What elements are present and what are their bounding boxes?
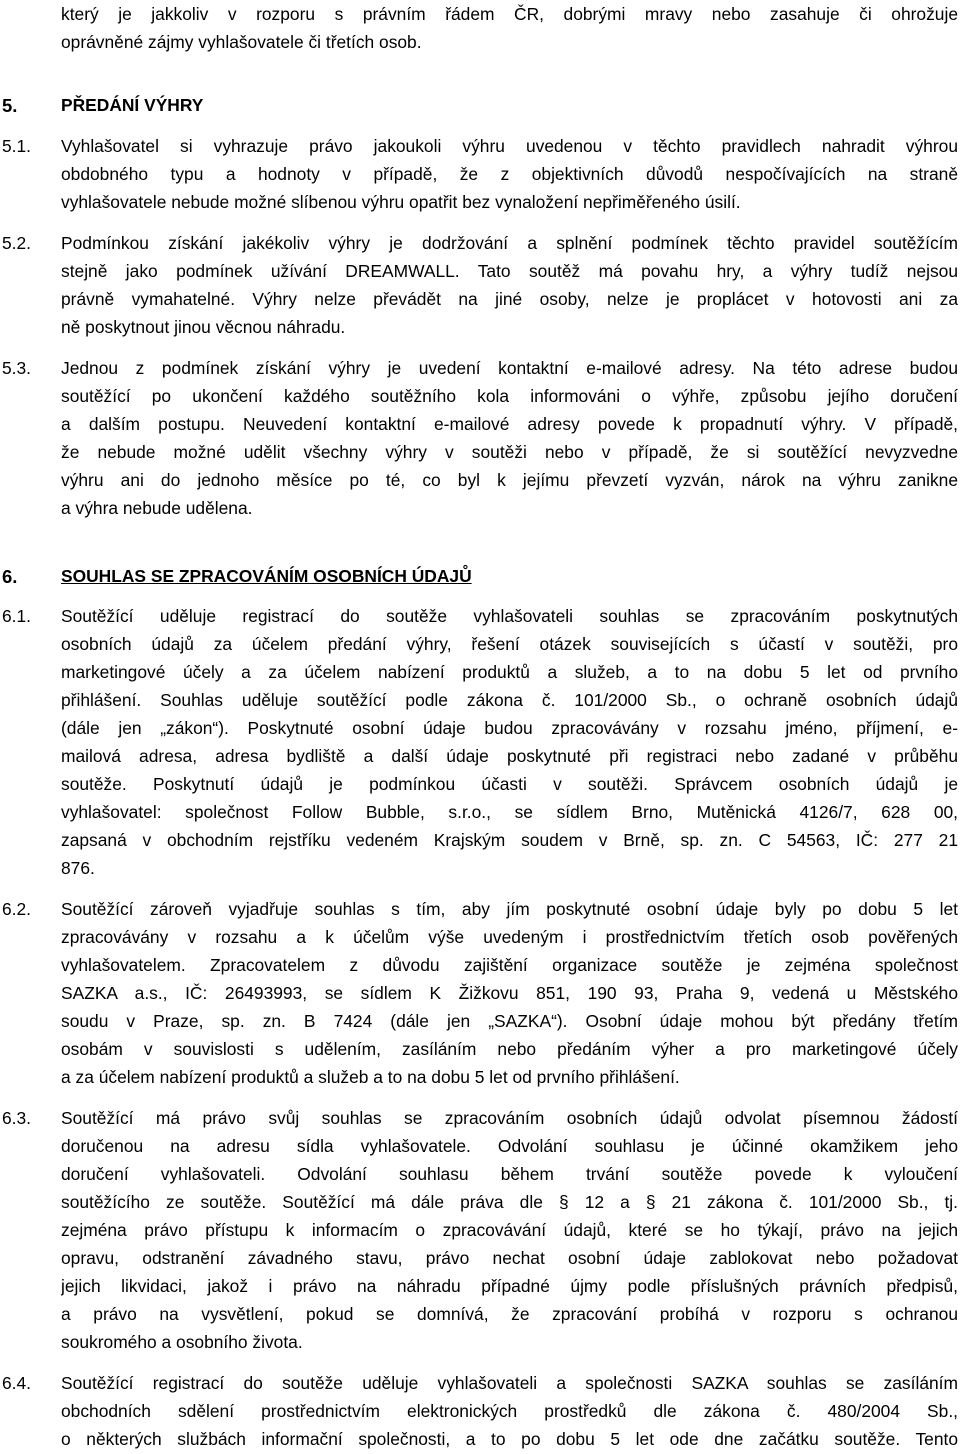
text-line: ně poskytnout jinou věcnou náhradu.	[61, 317, 346, 337]
paragraph-number: 6.4.	[2, 1373, 32, 1393]
paragraph-number: 6.2.	[2, 899, 32, 919]
text-line: a dalším postupu. Neuvedení kontaktní e-mailové adresy povede k propadnutí výhry. V případě,	[61, 414, 958, 434]
text-line: soudu v Praze, sp. zn. B 7424 (dále jen „SAZKA“). Osobní údaje mohou být předány třetím	[61, 1011, 958, 1031]
paragraph-number: 6.1.	[2, 606, 32, 626]
text-line: stejně jako podmínek užívání DREAMWALL. Tato soutěž má povahu hry, a výhry tudíž nejsou	[61, 261, 958, 281]
text-line: osobních údajů za účelem předání výhry, řešení otázek souvisejících s účastí v soutěži, pro	[61, 634, 958, 654]
text-line: a za účelem nabízení produktů a služeb a to na dobu 5 let od prvního přihlášení.	[61, 1067, 680, 1087]
text-line: který je jakkoliv v rozporu s právním řádem ČR, dobrými mravy nebo zasahuje či ohrožuje	[61, 4, 958, 24]
text-line: přihlášení. Souhlas uděluje soutěžící podle zákona č. 101/2000 Sb., o ochraně osobních údajů	[61, 690, 958, 710]
text-line: Soutěžící zároveň vyjadřuje souhlas s tím, aby jím poskytnuté osobní údaje byly po dobu 5 let	[61, 899, 958, 919]
text-line: vyhlašovatel: společnost Follow Bubble, s.r.o., se sídlem Brno, Mutěnická 4126/7, 628 00,	[61, 802, 958, 822]
text-line: zejména právo přístupu k informacím o zpracovávání údajů, které se ho týkají, právo na jejich	[61, 1220, 958, 1240]
text-line: Soutěžící registrací do soutěže uděluje vyhlašovateli a společnosti SAZKA souhlas se zasíláním	[61, 1373, 958, 1393]
text-line: vyhlašovatelem. Zpracovatelem z důvodu zajištění organizace soutěže je zejména společnost	[61, 955, 958, 975]
text-line: jejich likvidaci, jakož i právo na náhradu případné újmy podle příslušných právních předpisů,	[61, 1276, 958, 1296]
text-line: (dále jen „zákon“). Poskytnuté osobní údaje budou zpracovávány v rozsahu jméno, příjmení, e-	[61, 718, 958, 738]
text-line: opravu, odstranění závadného stavu, právo nechat osobní údaje zablokovat nebo požadovat	[61, 1248, 958, 1268]
section-number: 5.	[2, 95, 18, 116]
text-line: marketingové účely a za účelem nabízení produktů a služeb, a to na dobu 5 let od prvního	[61, 662, 958, 682]
text-line: právně vymahatelné. Výhry nelze převádět na jiné osoby, nelze je proplácet v hotovosti ani za	[61, 289, 958, 309]
paragraph-number: 6.3.	[2, 1108, 32, 1128]
text-line: mailová adresa, adresa bydliště a další údaje poskytnuté při registraci nebo zadané v průběhu	[61, 746, 958, 766]
paragraph-number: 5.2.	[2, 233, 32, 253]
text-line: Vyhlašovatel si vyhrazuje právo jakoukoli výhru uvedenou v těchto pravidlech nahradit výhrou	[61, 136, 958, 156]
section-number: 6.	[2, 566, 18, 587]
text-line: zpracovávány v rozsahu a k účelům výše uvedeným i prostřednictvím třetích osob pověřených	[61, 927, 958, 947]
text-line: SAZKA a.s., IČ: 26493993, se sídlem K Žižkovu 851, 190 93, Praha 9, vedená u Městského	[61, 983, 958, 1003]
paragraph-number: 5.1.	[2, 136, 32, 156]
paragraph-number: 5.3.	[2, 358, 32, 378]
text-line: osobám v souvislosti s udělením, zasíláním nebo předáním výher a pro marketingové účely	[61, 1039, 958, 1059]
text-line: Podmínkou získání jakékoliv výhry je dodržování a splnění podmínek těchto pravidel soutěžícím	[61, 233, 958, 253]
text-line: soutěžící po ukončení každého soutěžního kola informováni o výhře, způsobu jejího doručení	[61, 386, 958, 406]
text-line: 876.	[61, 858, 95, 878]
text-line: Soutěžící má právo svůj souhlas se zpracováním osobních údajů odvolat písemnou žádostí	[61, 1108, 958, 1128]
text-line: obdobného typu a hodnoty v případě, že z objektivních důvodů nespočívajících na straně	[61, 164, 958, 184]
text-line: výhru ani do jednoho měsíce po té, co byl k jejímu převzetí vyzván, nárok na výhru zanikne	[61, 470, 958, 490]
text-line: o některých službách informační společnosti, a to po dobu 5 let ode dne začátku soutěže. Tento	[61, 1429, 958, 1449]
text-line: oprávněné zájmy vyhlašovatele či třetích osob.	[61, 32, 422, 52]
text-line: doručení vyhlašovateli. Odvolání souhlasu během trvání soutěže povede k vyloučení	[61, 1164, 958, 1184]
text-line: soutěže. Poskytnutí údajů je podmínkou účasti v soutěži. Správcem osobních údajů je	[61, 774, 958, 794]
section-title: PŘEDÁNÍ VÝHRY	[61, 95, 204, 115]
text-line: doručenou na adresu sídla vyhlašovatele. Odvolání souhlasu je účinné okamžikem jeho	[61, 1136, 958, 1156]
text-line: obchodních sdělení prostřednictvím elektronických prostředků dle zákona č. 480/2004 Sb.,	[61, 1401, 958, 1421]
text-line: soutěžícího ze soutěže. Soutěžící má dále práva dle § 12 a § 21 zákona č. 101/2000 Sb., tj.	[61, 1192, 958, 1212]
text-line: že nebude možné udělit všechny výhry v soutěži nebo v případě, že si soutěžící nevyzvedne	[61, 442, 958, 462]
text-line: vyhlašovatele nebude možné slíbenou výhru opatřit bez vynaložení nepřiměřeného úsilí.	[61, 192, 741, 212]
section-title: SOUHLAS SE ZPRACOVÁNÍM OSOBNÍCH ÚDAJŮ	[61, 566, 472, 586]
text-line: soukromého a osobního života.	[61, 1332, 303, 1352]
text-line: Soutěžící uděluje registrací do soutěže vyhlašovateli souhlas se zpracováním poskytnutých	[61, 606, 958, 626]
text-line: a právo na vysvětlení, pokud se domnívá, že zpracování probíhá v rozporu s ochranou	[61, 1304, 958, 1324]
text-line: zapsaná v obchodním rejstříku vedeném Krajským soudem v Brně, sp. zn. C 54563, IČ: 277 21	[61, 830, 958, 850]
text-line: a výhra nebude udělena.	[61, 498, 253, 518]
text-line: Jednou z podmínek získání výhry je uvedení kontaktní e-mailové adresy. Na této adrese budou	[61, 358, 958, 378]
